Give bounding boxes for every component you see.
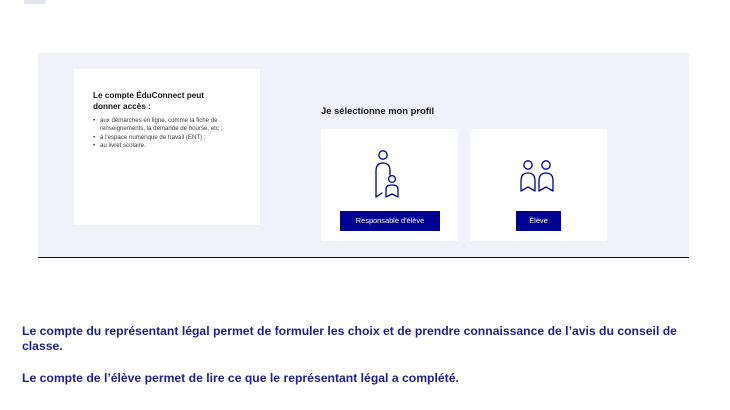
parent-profile-button[interactable]: Responsable d'élève <box>340 211 440 231</box>
access-list-item: • à l'espace numérique de travail (ENT) ; <box>93 134 243 142</box>
profile-card-parent[interactable] <box>321 129 458 241</box>
info-card <box>74 69 260 225</box>
profile-select-title: Je sélectionne mon profil <box>321 105 435 116</box>
access-list <box>93 117 244 150</box>
profile-card-student[interactable] <box>470 129 607 241</box>
info-card-title: Le compte ÉduConnect peut donner accès : <box>93 91 204 111</box>
parent-account-note: Le compte du représentant légal permet de formuler les choix et de prendre connaissance de l’avis du conseil de classe. <box>22 324 677 353</box>
parent-child-icon <box>373 149 403 201</box>
panel-divider <box>38 257 689 258</box>
students-icon <box>518 157 556 201</box>
student-profile-button[interactable]: Élève <box>516 211 561 231</box>
educonnect-panel <box>38 53 689 257</box>
top-decoration <box>24 0 46 4</box>
student-account-note: Le compte de l’élève permet de lire ce que le représentant légal a complété. <box>22 371 459 385</box>
access-list-item: • au livret scolaire. <box>93 142 243 150</box>
access-list-item: • aux démarches en ligne, comme la fiche de renseignements, la demande de bourse, etc ; <box>93 117 243 134</box>
